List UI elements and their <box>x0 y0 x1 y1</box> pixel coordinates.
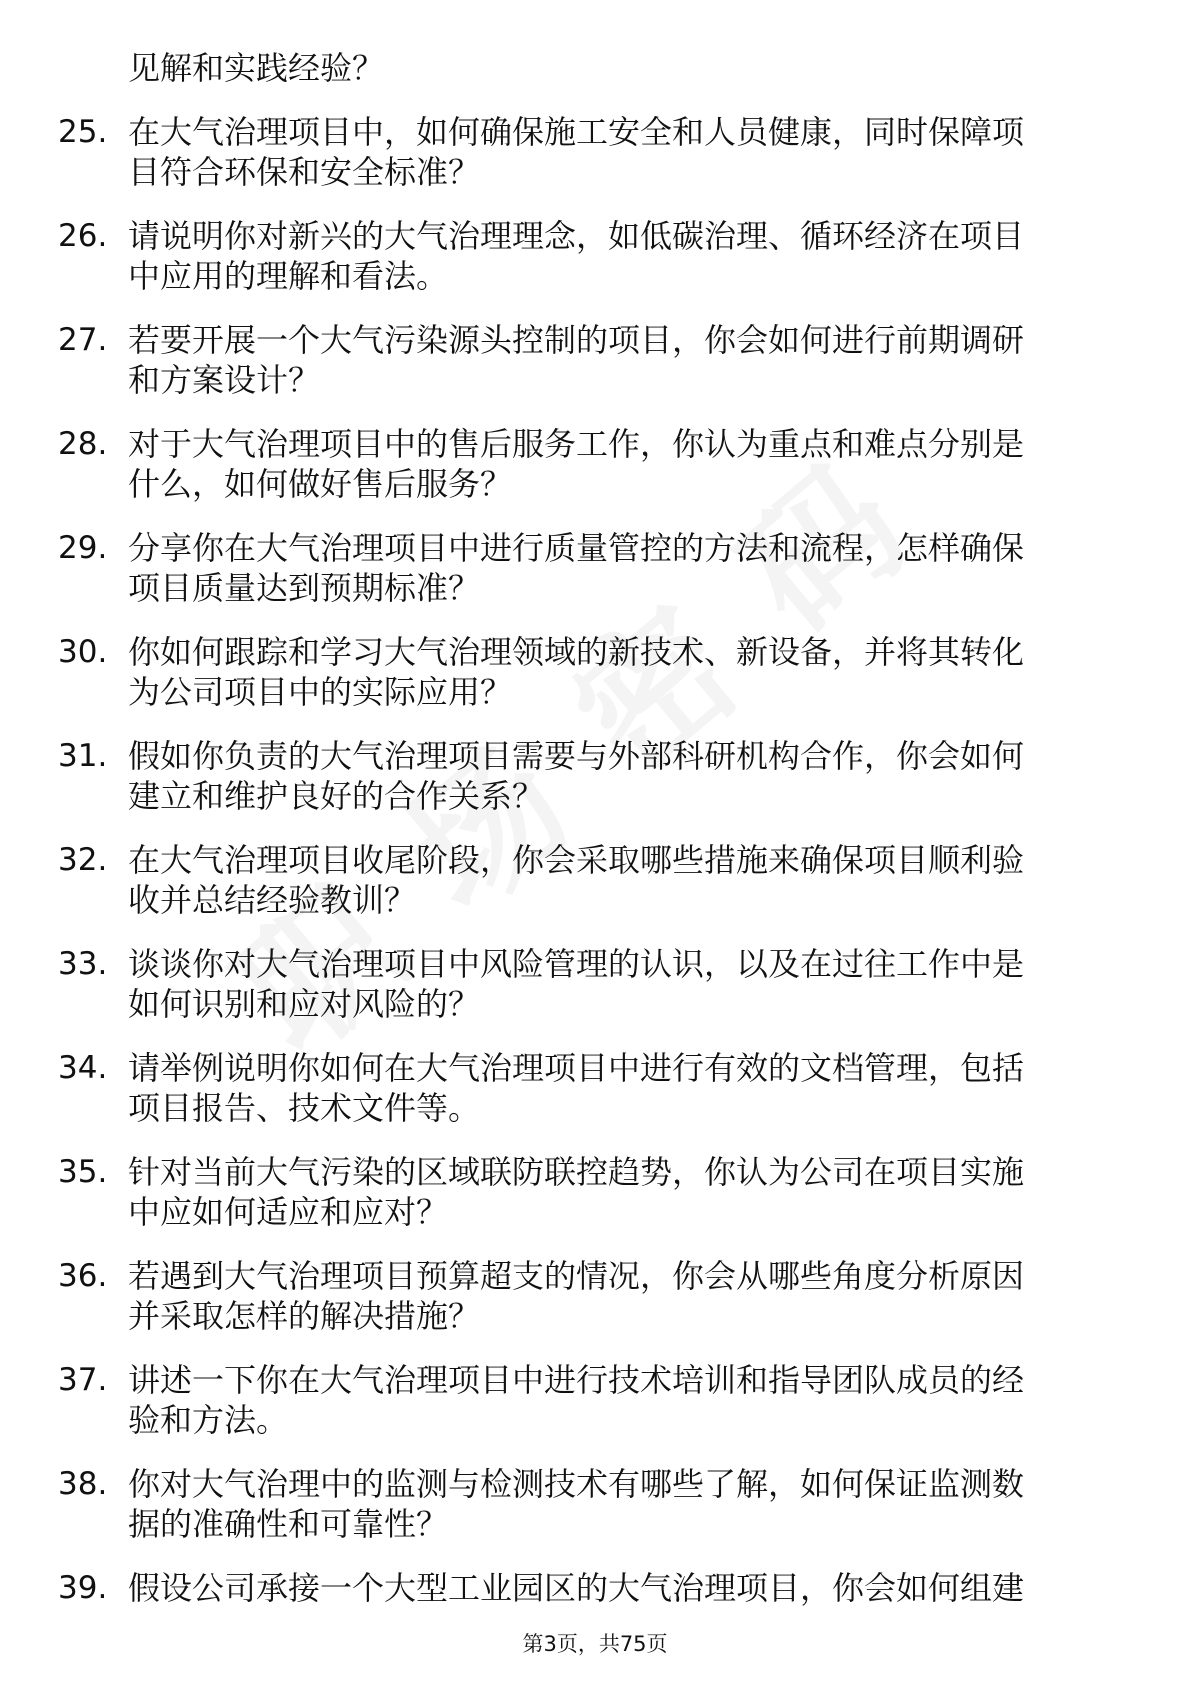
question-text-line: 对于大气治理项目中的售后服务工作，你认为重点和难点分别是 <box>128 425 1025 463</box>
question-text <box>128 944 1128 1024</box>
question-text <box>128 1360 1128 1440</box>
question-text-line: 若遇到大气治理项目预算超支的情况，你会从哪些角度分析原因 <box>128 1257 1025 1295</box>
question-number: 38. <box>58 1466 108 1502</box>
question-text-line: 假设公司承接一个大型工业园区的大气治理项目，你会如何组建 <box>128 1569 1025 1607</box>
question-text-line: 分享你在大气治理项目中进行质量管控的方法和流程，怎样确保 <box>128 529 1025 567</box>
question-text <box>128 840 1128 920</box>
question-number: 31. <box>58 738 108 774</box>
question-item <box>0 528 1190 632</box>
question-text-line: 你如何跟踪和学习大气治理领域的新技术、新设备，并将其转化 <box>128 633 1025 671</box>
question-text-line: 请举例说明你如何在大气治理项目中进行有效的文档管理，包括 <box>128 1049 1025 1087</box>
question-text-line: 和方案设计？ <box>128 361 321 399</box>
question-text <box>128 1152 1128 1232</box>
question-text-line: 验和方法。 <box>128 1401 289 1439</box>
question-item <box>0 1152 1190 1256</box>
question-text <box>128 1048 1128 1128</box>
question-text-line: 项目质量达到预期标准？ <box>128 569 481 607</box>
question-number: 35. <box>58 1154 108 1190</box>
question-text <box>128 528 1128 608</box>
question-text-line: 建立和维护良好的合作关系？ <box>128 777 545 815</box>
question-item <box>0 216 1190 320</box>
question-text <box>128 736 1128 816</box>
question-text-line: 谈谈你对大气治理项目中风险管理的认识，以及在过往工作中是 <box>128 945 1025 983</box>
question-text <box>128 112 1128 192</box>
question-item <box>0 1464 1190 1568</box>
question-text-line: 据的准确性和可靠性？ <box>128 1505 449 1543</box>
question-text-line: 若要开展一个大气污染源头控制的项目，你会如何进行前期调研 <box>128 321 1025 359</box>
question-item <box>0 1048 1190 1152</box>
question-number: 36. <box>58 1258 108 1294</box>
question-item <box>0 736 1190 840</box>
question-number: 26. <box>58 218 108 254</box>
question-text <box>128 320 1128 400</box>
question-text-line: 你对大气治理中的监测与检测技术有哪些了解，如何保证监测数 <box>128 1465 1025 1503</box>
question-text <box>128 216 1128 296</box>
continuation-text: 见解和实践经验？ <box>128 49 385 87</box>
question-item <box>0 1360 1190 1464</box>
question-number: 27. <box>58 322 108 358</box>
question-text <box>128 632 1128 712</box>
question-text-line: 假如你负责的大气治理项目需要与外部科研机构合作，你会如何 <box>128 737 1025 775</box>
question-text-line: 在大气治理项目收尾阶段，你会采取哪些措施来确保项目顺利验 <box>128 841 1025 879</box>
question-list <box>0 112 1190 1672</box>
page-footer: 第3页，共75页 <box>522 1632 668 1656</box>
question-item <box>0 840 1190 944</box>
question-number: 28. <box>58 426 108 462</box>
question-number: 37. <box>58 1362 108 1398</box>
question-text-line: 并采取怎样的解决措施？ <box>128 1297 481 1335</box>
question-text-line: 请说明你对新兴的大气治理理念，如低碳治理、循环经济在项目 <box>128 217 1025 255</box>
question-number: 32. <box>58 842 108 878</box>
question-item <box>0 112 1190 216</box>
question-item <box>0 944 1190 1048</box>
question-text-line: 什么，如何做好售后服务？ <box>128 465 513 503</box>
question-number: 34. <box>58 1050 108 1086</box>
question-item <box>0 424 1190 528</box>
question-item <box>0 1256 1190 1360</box>
question-text-line: 讲述一下你在大气治理项目中进行技术培训和指导团队成员的经 <box>128 1361 1025 1399</box>
question-text-line: 如何识别和应对风险的？ <box>128 985 481 1023</box>
question-text-line: 中应如何适应和应对？ <box>128 1193 449 1231</box>
question-text <box>128 424 1128 504</box>
question-item <box>0 632 1190 736</box>
question-number: 29. <box>58 530 108 566</box>
question-number: 33. <box>58 946 108 982</box>
question-number: 30. <box>58 634 108 670</box>
question-text-line: 项目报告、技术文件等。 <box>128 1089 481 1127</box>
question-text-line: 目符合环保和安全标准？ <box>128 153 481 191</box>
question-text-line: 中应用的理解和看法。 <box>128 257 449 295</box>
question-text <box>128 1256 1128 1336</box>
question-item <box>0 320 1190 424</box>
question-text-line: 为公司项目中的实际应用？ <box>128 673 513 711</box>
question-number: 25. <box>58 114 108 150</box>
question-text-line: 针对当前大气污染的区域联防联控趋势，你认为公司在项目实施 <box>128 1153 1025 1191</box>
question-number: 39. <box>58 1570 108 1606</box>
question-text-line: 在大气治理项目中，如何确保施工安全和人员健康，同时保障项 <box>128 113 1025 151</box>
question-text-line: 收并总结经验教训？ <box>128 881 417 919</box>
question-text <box>128 1568 1128 1608</box>
question-text <box>128 1464 1128 1544</box>
